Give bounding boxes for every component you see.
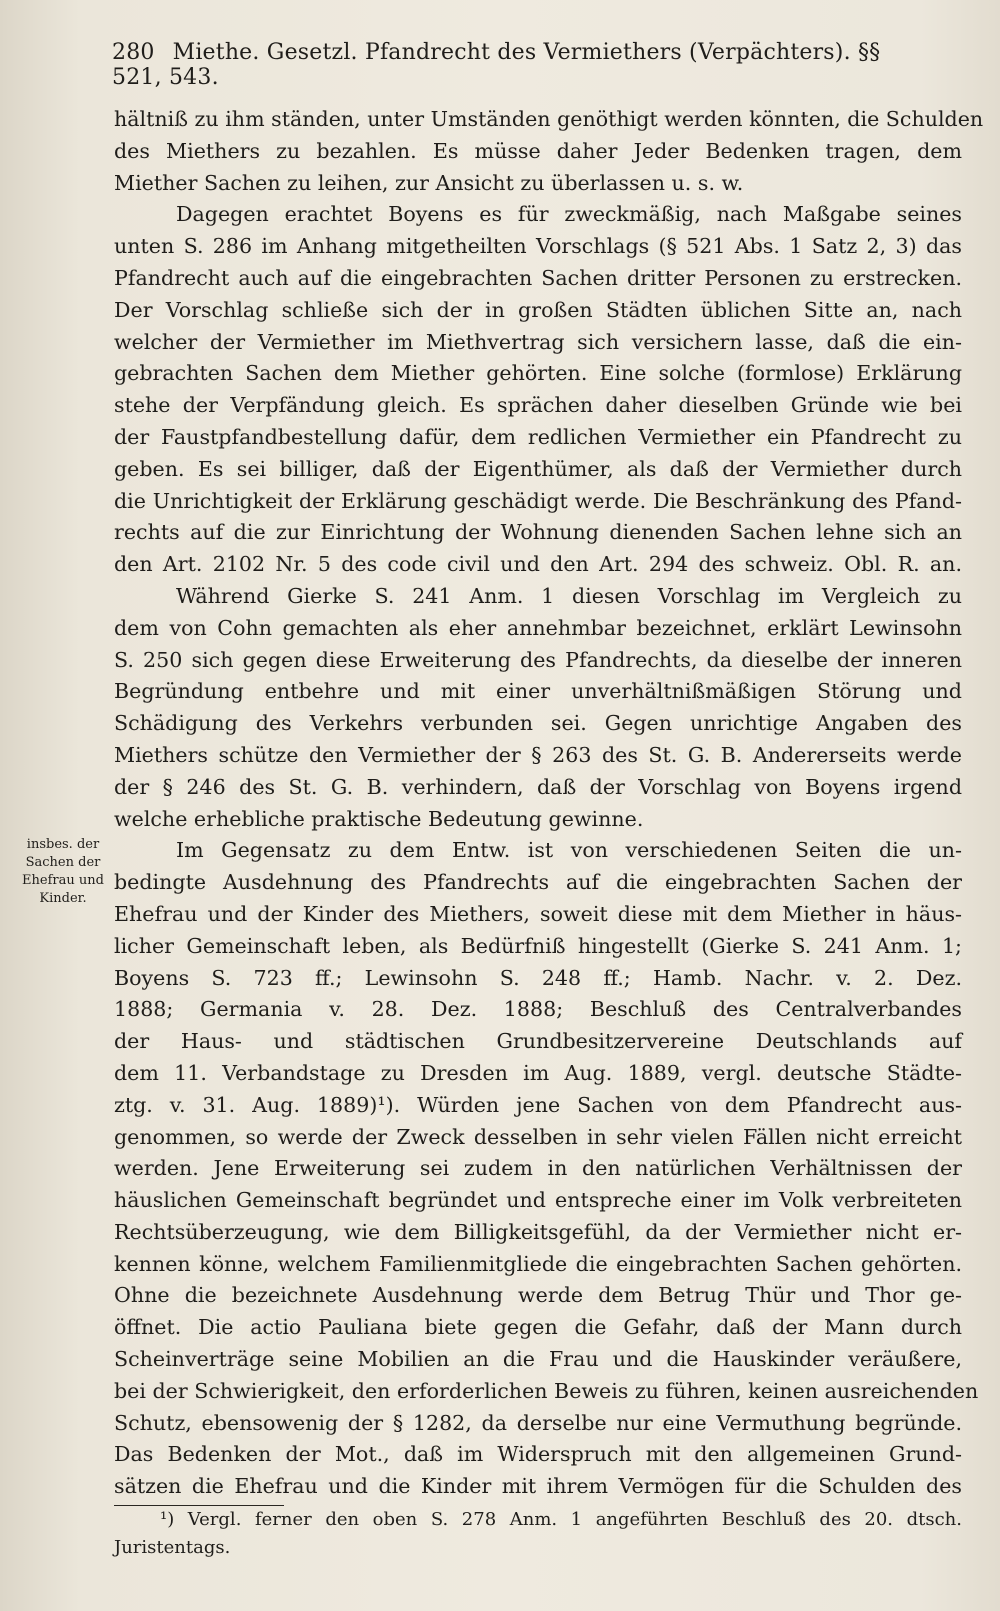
text-line: öffnet. Die actio Pauliana biete gegen die Gefahr, daß der Mann durch	[114, 1315, 962, 1340]
text-line: genommen, so werde der Zweck desselben in sehr vielen Fällen nicht erreicht	[114, 1124, 962, 1149]
footnote-line: ¹) Vergl. ferner den oben S. 278 Anm. 1 angeführten Beschluß des 20. dtsch.	[160, 1509, 962, 1530]
text-line: bei der Schwierigkeit, den erforderlichen Beweis zu führen, keinen ausreichenden	[114, 1378, 979, 1403]
text-line: Dagegen erachtet Boyens es für zweckmäßig, nach Maßgabe seines	[176, 202, 962, 227]
text-line: Der Vorschlag schließe sich der in großen Städten üblichen Sitte an, nach	[114, 297, 962, 322]
text-line: Rechtsüberzeugung, wie dem Billigkeitsgefühl, da der Vermiether nicht er-	[114, 1219, 962, 1244]
text-line: geben. Es sei billiger, daß der Eigenthümer, als daß der Vermiether durch	[114, 456, 962, 481]
text-line: Schutz, ebensowenig der § 1282, da derselbe nur eine Vermuthung begründe.	[114, 1410, 962, 1435]
text-line: dem 11. Verbandstage zu Dresden im Aug. 1889, vergl. deutsche Städte-	[114, 1060, 962, 1085]
text-line: Ohne die bezeichnete Ausdehnung werde dem Betrug Thür und Thor ge-	[114, 1283, 962, 1308]
running-title: Miethe. Gesetzl. Pfandrecht des Vermiethers (Verpächters). §§ 521, 543.	[112, 40, 881, 90]
text-line: gebrachten Sachen dem Miether gehörten. Eine solche (formlose) Erklärung	[114, 361, 962, 386]
margin-note	[18, 836, 108, 908]
page-number: 280	[112, 40, 155, 65]
text-line: des Miethers zu bezahlen. Es müsse daher Jeder Bedenken tragen, dem	[114, 138, 962, 163]
text-line: sätzen die Ehefrau und die Kinder mit ihrem Vermögen für die Schulden des	[114, 1474, 962, 1499]
text-line: Begründung entbehre und mit einer unverhältnißmäßigen Störung und	[114, 679, 962, 704]
text-line: dem von Cohn gemachten als eher annehmbar bezeichnet, erklärt Lewinsohn	[114, 615, 962, 640]
text-line: Während Gierke S. 241 Anm. 1 diesen Vorschlag im Vergleich zu	[176, 583, 962, 608]
margin-note-line: Ehefrau und	[22, 873, 104, 888]
text-line: Boyens S. 723 ff.; Lewinsohn S. 248 ff.; Hamb. Nachr. v. 2. Dez.	[114, 965, 962, 990]
text-line: der Haus- und städtischen Grundbesitzervereine Deutschlands auf	[114, 1029, 962, 1054]
text-line: 1888; Germania v. 28. Dez. 1888; Beschluß des Centralverbandes	[114, 997, 962, 1022]
text-line: licher Gemeinschaft leben, als Bedürfniß hingestellt (Gierke S. 241 Anm. 1;	[114, 933, 962, 958]
text-line: der § 246 des St. G. B. verhindern, daß der Vorschlag von Boyens irgend	[114, 774, 962, 799]
text-line: Ehefrau und der Kinder des Miethers, soweit diese mit dem Miether in häus-	[114, 901, 962, 926]
text-line: Das Bedenken der Mot., daß im Widerspruch mit den allgemeinen Grund-	[114, 1442, 962, 1467]
footnote	[114, 1506, 962, 1562]
margin-note-line: Kinder.	[39, 891, 87, 906]
text-line: Scheinverträge seine Mobilien an die Frau und die Hauskinder veräußere,	[114, 1347, 962, 1372]
text-line: den Art. 2102 Nr. 5 des code civil und den Art. 294 des schweiz. Obl. R. an.	[114, 552, 962, 577]
text-line: Miether Sachen zu leihen, zur Ansicht zu überlassen u. s. w.	[114, 170, 744, 195]
text-line: die Unrichtigkeit der Erklärung geschädigt werde. Die Beschränkung des Pfand-	[114, 488, 962, 513]
margin-note-line: Sachen der	[25, 855, 101, 870]
text-line: welche erhebliche praktische Bedeutung gewinne.	[114, 806, 644, 831]
text-line: S. 250 sich gegen diese Erweiterung des Pfandrechts, da dieselbe der inneren	[114, 647, 962, 672]
text-line: Miethers schütze den Vermiether der § 263 des St. G. B. Andererseits werde	[114, 742, 962, 767]
text-line: Pfandrecht auch auf die eingebrachten Sachen dritter Personen zu erstrecken.	[114, 265, 962, 290]
text-line: bedingte Ausdehnung des Pfandrechts auf die eingebrachten Sachen der	[114, 870, 962, 895]
footnote-line: Juristentags.	[114, 1537, 231, 1558]
text-line: Im Gegensatz zu dem Entw. ist von verschiedenen Seiten die un-	[176, 838, 962, 863]
text-line: hältniß zu ihm ständen, unter Umständen genöthigt werden könnten, die Schulden	[114, 107, 984, 131]
text-line: ztg. v. 31. Aug. 1889)¹). Würden jene Sachen von dem Pfandrecht aus-	[114, 1092, 962, 1117]
text-line: der Faustpfandbestellung dafür, dem redlichen Vermiether ein Pfandrecht zu	[114, 424, 962, 449]
text-line: unten S. 286 im Anhang mitgetheilten Vorschlags (§ 521 Abs. 1 Satz 2, 3) das	[114, 234, 962, 259]
text-line: kennen könne, welchem Familienmitgliede die eingebrachten Sachen gehörten.	[114, 1251, 962, 1276]
body-text	[114, 104, 984, 1503]
text-line: werden. Jene Erweiterung sei zudem in den natürlichen Verhältnissen der	[114, 1156, 962, 1181]
text-line: Schädigung des Verkehrs verbunden sei. Gegen unrichtige Angaben des	[114, 711, 962, 736]
text-line: rechts auf die zur Einrichtung der Wohnung dienenden Sachen lehne sich an	[114, 520, 962, 545]
page-header	[112, 40, 912, 90]
text-line: stehe der Verpfändung gleich. Es sprächen daher dieselben Gründe wie bei	[114, 393, 962, 418]
text-line: häuslichen Gemeinschaft begründet und entspreche einer im Volk verbreiteten	[114, 1188, 962, 1213]
text-line: welcher der Vermiether im Miethvertrag sich versichern lasse, daß die ein-	[114, 329, 962, 354]
margin-note-line: insbes. der	[26, 837, 100, 852]
